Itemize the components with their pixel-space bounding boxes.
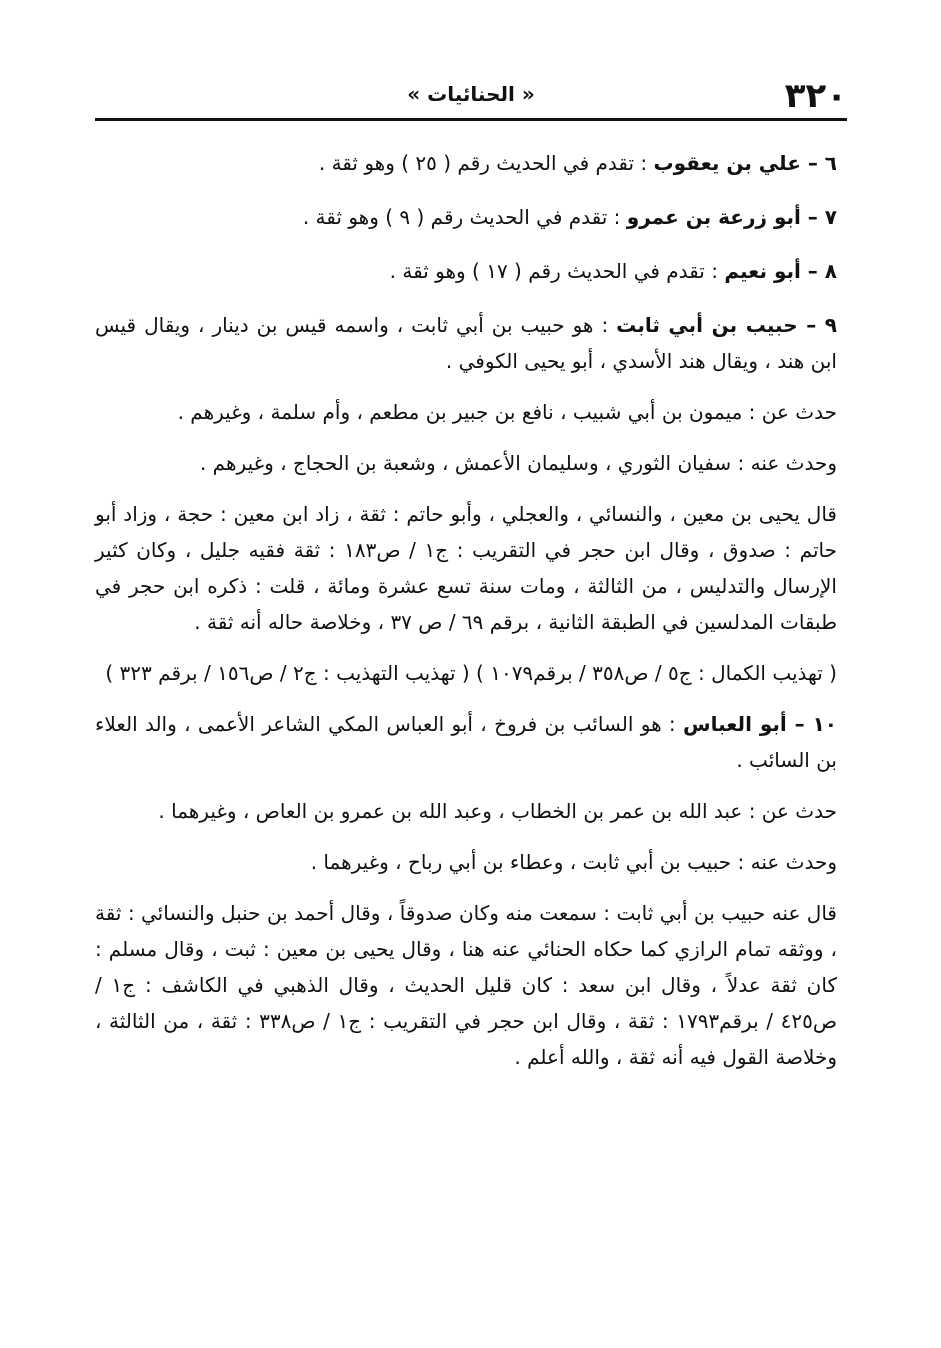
entry-9 bbox=[95, 307, 837, 379]
entry-8 bbox=[95, 253, 837, 289]
entry-text: : هو السائب بن فروخ ، أبو العباس المكي الشاعر الأعمى ، والد العلاء بن السائب . bbox=[95, 712, 837, 772]
entry-text: : تقدم في الحديث رقم ( ١٧ ) وهو ثقة . bbox=[389, 259, 725, 283]
entry-text: : تقدم في الحديث رقم ( ٩ ) وهو ثقة . bbox=[302, 205, 627, 229]
habib-narrated-by: وحدث عنه : سفيان الثوري ، وسليمان الأعمش ، وشعبة بن الحجاج ، وغيرهم . bbox=[199, 451, 837, 475]
narrator-name: ٩ – حبيب بن أبي ثابت bbox=[616, 313, 837, 337]
narrator-name: ٦ – علي بن يعقوب bbox=[653, 151, 837, 175]
entry-7 bbox=[95, 199, 837, 235]
entry-text: : هو حبيب بن أبي ثابت ، واسمه قيس بن دينار ، ويقال قيس ابن هند ، ويقال هند الأسدي ، أبو يحيى الكوفي . bbox=[95, 313, 837, 373]
narrator-name: ٨ – أبو نعيم bbox=[724, 259, 837, 283]
abbas-assessment: قال عنه حبيب بن أبي ثابت : سمعت منه وكان صدوقاً ، وقال أحمد بن حنبل والنسائي : ثقة ، ووثقه تمام الرازي كما حكاه الحنائي عنه هنا ، وقال يحيى بن معين : ثبت ، وقال مسلم : كان ثقة عدلاً ، وقال ابن سعد : كان قليل الحديث ، وقال الذهبي في الكاشف : ج١ / ص٤٢٥ / برقم١٧٩٣ : ثقة ، وقال ابن حجر في التقريب : ج١ / ص٣٣٨ : ثقة ، من الثالثة ، وخلاصة القول فيه أنه ثقة ، والله أعلم . bbox=[95, 901, 837, 1069]
narrator-name: ٧ – أبو زرعة بن عمرو bbox=[626, 205, 837, 229]
habib-narrated-from: حدث عن : ميمون بن أبي شبيب ، نافع بن جبير بن مطعم ، وأم سلمة ، وغيرهم . bbox=[177, 400, 837, 424]
abbas-narrated-by: وحدث عنه : حبيب بن أبي ثابت ، وعطاء بن أبي رباح ، وغيرهما . bbox=[310, 850, 837, 874]
entry-text: : تقدم في الحديث رقم ( ٢٥ ) وهو ثقة . bbox=[318, 151, 654, 175]
entry-10 bbox=[95, 706, 837, 778]
page-number: ٣٢٠ bbox=[784, 76, 847, 116]
running-title: « الحنائيات » bbox=[407, 82, 535, 106]
habib-assessment: قال يحيى بن معين ، والنسائي ، والعجلي ، وأبو حاتم : ثقة ، زاد ابن معين : حجة ، وزاد أبو حاتم : صدوق ، وقال ابن حجر في التقريب : ج١ / ص١٨٣ : ثقة فقيه جليل ، وكان كثير الإرسال والتدليس ، من الثالثة ، ومات سنة تسع عشرة ومائة ، قلت : ذكره ابن حجر في طبقات المدلسين في الطبقة الثانية ، برقم ٦٩ / ص ٣٧ ، وخلاصة حاله أنه ثقة . bbox=[95, 502, 837, 634]
header-rule bbox=[95, 118, 847, 121]
page-content bbox=[95, 145, 837, 1090]
narrator-name: ١٠ – أبو العباس bbox=[683, 712, 838, 736]
entry-6 bbox=[95, 145, 837, 181]
habib-references: ( تهذيب الكمال : ج٥ / ص٣٥٨ / برقم١٠٧٩ ) ( تهذيب التهذيب : ج٢ / ص١٥٦ / برقم ٣٢٣ ) bbox=[105, 661, 837, 685]
page-header bbox=[95, 60, 847, 122]
abbas-narrated-from: حدث عن : عبد الله بن عمر بن الخطاب ، وعبد الله بن عمرو بن العاص ، وغيرهما . bbox=[158, 799, 837, 823]
